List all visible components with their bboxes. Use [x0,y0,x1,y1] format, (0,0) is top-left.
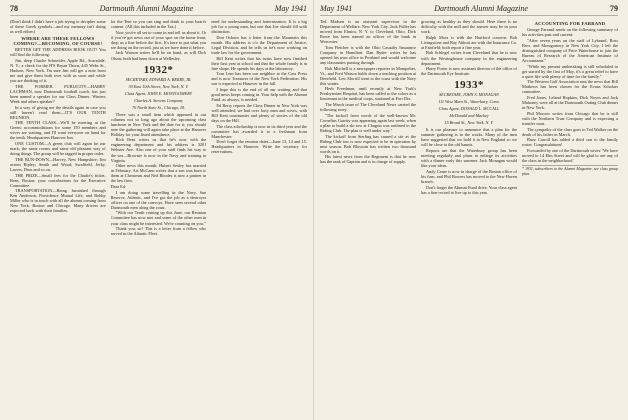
paragraph: Jack Watson writes he'll be on hand, as will Dick Olson; both had been down at Wellesley. [110,50,207,61]
left-columns [10,19,307,419]
right-running-head [320,4,618,16]
right-column-1 [320,19,416,419]
paragraph: THE FORMER PUBLICITY—HARRY LACHMAN, now Dartmouth football coach, has just been named a speaker for our Class Dinner, Winters Week and others speaker? [10,83,106,104]
paragraph: THE RUN-DOWN—Harvey, New Hampshire; Jim acrom Ripley; Smith and Wood; Swaffield, Jerky, Lavers, Dion and so on. [10,156,106,172]
paragraph: BETTER GET THE ADDRESS BOOK OUT! You will find the following: [10,47,106,58]
agent-address: 15 Broad St., New York, N. Y. [444,120,494,126]
section-heading: ACCOUNTING FOR FARRAND [534,21,606,26]
paragraph: Don't forget the Alumni Fund drive. Your class agent has a fine record to live up to this year. [421,184,517,195]
class-agent: Class Agent, DONALD L. MCCALL [438,106,500,112]
paragraph: Herb Freedman, until recently at New York's Presbyterian Hospital, has been called to the colors as a lieutenant in the medical corps, stationed at Fort Dix. [320,86,416,102]
paragraph: for the Tent so you can sing and drink to your heart's content. (All this included in the Tax.) [110,19,207,30]
paragraph: The sympathy of the class goes to Ted Walker on the death of his father in March. [522,126,618,137]
paragraph: TRANSPORTATION—Being furnished through Ken Anderson, Providence Mutual Life, and Bobby Miller who is in touch with all the alumni coming from New York, Boston and Chicago. Many drivers are expected back with their families. [10,188,106,214]
paragraph: George Farrand sends on the following summary of his activities past and current: [522,27,618,38]
paragraph: Ted Madsen is an assistant supervisor in the Department of Welfare, New York City. Jack Fuller has moved from Elmira, N. Y. to Cleveland, Ohio. Dick Rowe has been named an officer of the bank in Worcester. [320,19,416,45]
paragraph: I am doing some travelling in the Navy, Sun Reserve, Atlantic, and I've got the job as a destroyer officer on one of the convoys. Have seen several other Dartmouth men along the coast. [110,189,207,210]
right-magazine-title: Dartmouth Alumni Magazine [434,4,528,13]
footnote: * 1931, subscribers to the Alumni Magazine, see class group plan. [522,167,618,177]
paragraph: His latest news from the Regiment is that he now has the rank of Captain and is in charge of supply. [320,154,416,165]
right-column-2 [421,19,517,419]
left-magazine-title: Dartmouth Alumni Magazine [99,4,194,13]
paragraph: Bob Schlegel writes from Cleveland that he is now with the Westinghouse company in the engineering department. [421,50,517,66]
paragraph: Tom Fletcher is with the Ohio Casualty Insurance Company in Hamilton. Dan Ryder writes he has opened his own office in Portland and would welcome any classmates passing through. [320,44,416,65]
paragraph: Buzz Carroll has added a third son to the family roster. Congratulations! [522,137,618,148]
paragraph: Other news this month: Hubert Sealey has married in February. Art McCann writes that a son was born to them at Christmas and Ned Rhodes is now a partner in the law firm. [110,163,207,184]
paragraph: The kickoff from Sterling has caused a stir as the Riding Club tow is now expected to be in operation by next season. Bob Blossom has written two thousand words on it. [320,133,416,154]
paragraph: Andy Crane is now in charge of the Boston office of his firm, and Phil Bowers has moved to the New Haven branch. [421,168,517,184]
right-page-number: 79 [609,4,618,13]
paragraph: Now you're all set to come in and tell us about it. Or if you've got news out of your spot on the home front, drop us a line before the first. It's here to put what you are doing on the record, just as we have done it before. [110,29,207,50]
paragraph: "The kickoff from words of the well-known Mr. Cornelius Garrity was appearing again last week, when a plan to build a ski tow at Chagrin was outlined to the Riding Club. The plan is well under way." [320,112,416,133]
class-secretary: SECRETARY, JOHN S. MONAGAN [439,92,499,98]
right-column-3 [522,19,618,419]
paragraph: The class scholarship is now in its third year and the committee has awarded it to a freshman from Manchester. [211,123,308,139]
right-page [314,0,628,420]
class-year-heading: 1933* [454,79,484,92]
paragraph: Phil Morrow writes from Chicago that he is still with the Northern Trust Company and is expecting a transfer soon. [522,110,618,126]
paragraph: Bob Mitchell is a newspaper reporter in Montpelier, Vt., and Fred Watson holds down a teaching position at Deerfield. Lew Morrill went to the coast with the Navy this winter. [320,65,416,86]
secretary-address: 111 West Main St., Waterbury, Conn. [438,99,500,105]
paragraph: Tom Lent has been our neighbor at the Cass Press and is now Treasurer of the New York Federation. His son is expected at Hanover in the fall. [211,71,308,87]
paragraph: "After seven years on the staff of Lybrand, Ross Bros. and Montgomery in New York City, I left the distinguished company of Price Waterhouse to join the Bureau of Research of the American Institute of Accountants." [522,37,618,63]
agent-company: Charles A. Stevens Company [134,97,183,103]
class-secretary: SECRETARY, EDWARD A. BERRY, JR. [125,76,192,82]
paragraph: need for understanding and fraternization. It is a big job for a young man, but one that Joe should fill with distinction. [211,19,308,35]
paragraph: (Don't think I didn't have a job trying to decipher some of these Greek symbols—and my memory isn't doing as well either.) [10,19,106,35]
letter-salutation: Dear Ed: [110,184,127,189]
paragraph: The Western Golf Association sent the news that Bill Mathews has been chosen for the Evans Scholars committee. [522,79,618,95]
paragraph: Rich Bent writes us that he's now with the engineering department and his address is 3201 Webster Ave. Also one of your staff finds his way to the sea—Brownie is now in the Navy and training in Virginia. [110,137,207,163]
left-running-head [10,4,307,16]
paragraph: The March issue of The Cleveland News carried the following story: [320,102,416,113]
paragraph: Fred Jones, Leland Hopkins, Dick Noyes and Jack Mahoney were all at the Dartmouth Outing Club dinner in New York. [522,95,618,111]
agent-address: 70 North State St., Chicago, Ill. [132,104,185,110]
section-heading: WHERE ARE THESE FELLOWS COMING?—BECOMING, OF COURSE! [13,36,103,47]
paragraph: "With our Tenth coming up this June, our Reunion Committee has now met and some of the other men in your class might be interested. We're counting on you." [110,210,207,226]
left-column-3 [211,19,307,419]
agent-company: McDonald and Mackey [449,113,489,119]
paragraph: Thank you, sir! This is a letter from a fellow who served in the Atlantic Fleet. [110,226,207,237]
left-issue-date: May 1941 [274,4,307,13]
paragraph: Reports are that the Waterbury group has been meeting regularly and plans to enlarge its activities with a dinner early this summer. Jack Monagan would like your ideas. [421,148,517,169]
right-columns [320,19,618,419]
class-year-heading: 1932* [143,63,174,76]
paragraph: "While my present undertaking is still scheduled to get started by the first of May, it's a great relief to have a quiet life with plenty of time for the family." [522,63,618,79]
paragraph: THE PRIZE—Small fees for the Charlie's ticket, Bens, Boston; your contributions for the Executive Committee. [10,172,106,188]
secretary-address: 30 East 10th Street, New York, N. Y. [128,83,189,89]
paragraph: I hope this is the end of all our waiting and that good news keeps coming in. Your help with the Alumni Fund, as always, is needed. [211,86,308,103]
paragraph: Forwarded by one of the Dartmouth wives: 'We have moved to 14 Elm Street and will be glad to see any of the class in the neighborhood.' [522,147,618,163]
right-issue-date: May 1941 [320,4,353,13]
paragraph: Don't forget the reunion dates—June 13, 14 and 15. Headquarters in Hanover. Write the secretary for reservations. [211,139,308,155]
paragraph: Harry Porter is now assistant director of the office of the Dartmouth Eye Institute. [421,66,517,77]
paragraph: Bill Kent writes that his twins have now finished their first year at school and that the whole family is in fine shape. He spends his days at the laboratory. [211,55,308,71]
paragraph: There was a small item which appeared in our columns not so long ago about the upcoming class luncheon in New York and the date for it; you should note the gathering will again take place at the Hanover Holiday for your listed attendance. [110,111,207,137]
paragraph: THE TENTH CLASS—We'll be meeting at the Green; accommodations for some 150 members and wives are waiting, and I'll want everyone on hand for the tenth. Headquarters Hanover Inn. [10,120,106,141]
paragraph: Ralph Moss is with the Hartford concern. Bob Livingstone and Ray Abbott are with the Insurance Co. at Fairfield; both report a fine year. [421,34,517,50]
left-column-1 [10,19,106,419]
paragraph: ONE CUSTOM—A green club will again be our mark; the same rooms and same old pleasant way of doing things. The group will be tagged in proper order. [10,141,106,157]
paragraph: It is our pleasure to announce that a plan for the summer gathering is in the works. Many of the men have suggested that we hold it in New England so we will be close to the old haunts. [421,127,517,148]
paragraph: Ed Berry reports the Class Dinner in New York was well attended; we had over forty men and wives, with Bill Kent toastmaster and plenty of stories of the old days on the Hill. [211,102,308,123]
left-page-number: 78 [10,4,18,13]
paragraph: growing as healthy as they should. Here there is no difficulty with the mill and the answer may be in your work. [421,19,517,35]
paragraph: Jim, deep Charlie Schneider, Apple Rd., Scarsdale, N. Y.; a check for the H'S Bryan Thorn, 445 Webs St., Hudson, New York. I'm sure Jim will get a note from me and give them both over with us soon and while you are thinking of it. [10,57,106,84]
class-agent: Class Agent, JOHN E. MONTGOMERY [124,90,193,96]
paragraph: Don Osborn has a letter from the Mountain this month. His address is c/o the Department of Justice, Legal Division, and he tells us he's now working on trade law for the government. [211,34,308,55]
left-column-2 [111,19,207,419]
paragraph: In a way of giving me the details again in case you still haven't read them—IT'S OUR TENTH REUNION. [10,104,106,120]
